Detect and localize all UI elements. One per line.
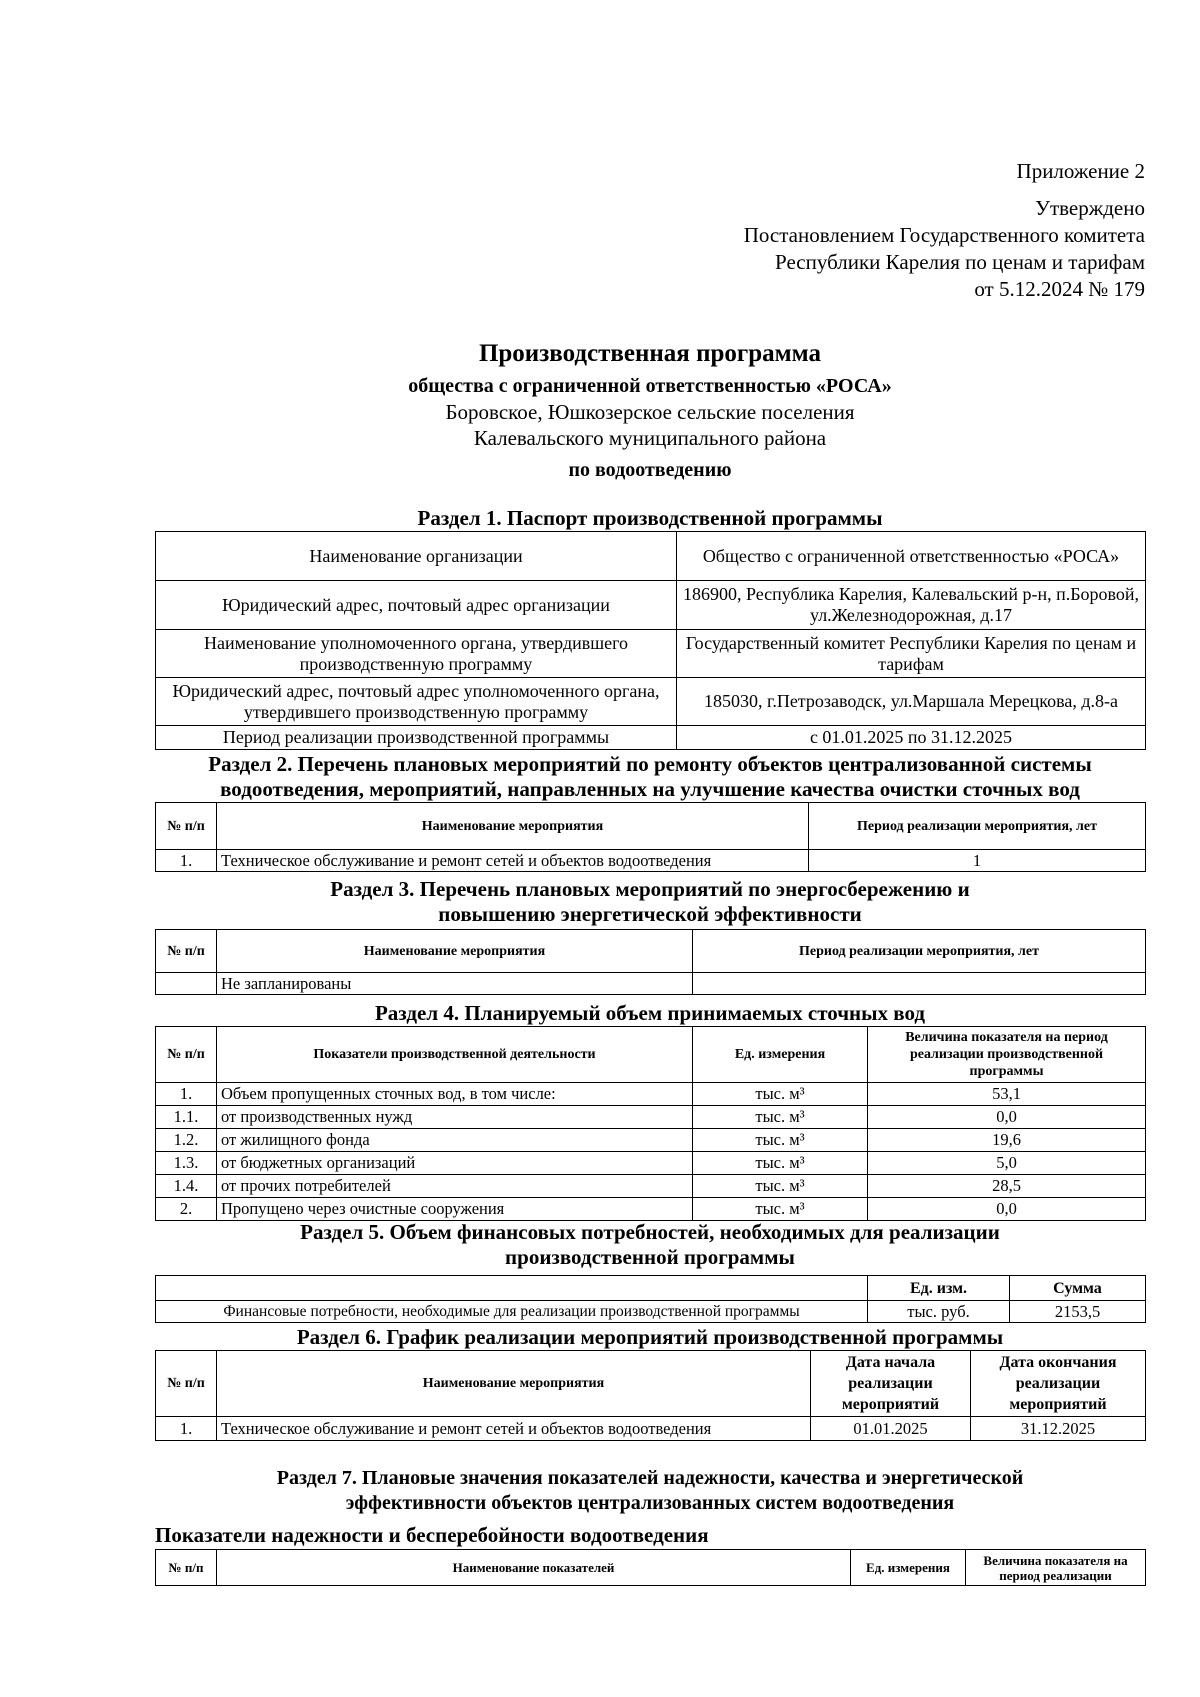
row-num bbox=[156, 973, 217, 995]
col-num-header: № п/п bbox=[156, 930, 217, 973]
table-row bbox=[156, 532, 1146, 581]
table-row bbox=[156, 726, 1146, 750]
col-period-header: Период реализации мероприятия, лет bbox=[693, 930, 1146, 973]
section-7-subheading: Показатели надежности и бесперебойности водоотведения bbox=[155, 1523, 709, 1547]
row-value: 0,0 bbox=[868, 1198, 1146, 1221]
passport-label: Период реализации производственной программы bbox=[156, 726, 677, 750]
passport-table bbox=[155, 531, 1146, 750]
row-unit: тыс. м³ bbox=[693, 1106, 868, 1129]
table-header-row bbox=[156, 930, 1146, 973]
table-header-row bbox=[156, 1351, 1146, 1417]
col-end-header: Дата окончания реализации мероприятий bbox=[971, 1351, 1146, 1417]
col-value-header: Величина показателя на период реализации bbox=[966, 1550, 1146, 1586]
col-name-header: Наименование мероприятия bbox=[217, 803, 809, 850]
row-period bbox=[693, 973, 1146, 995]
row-value: 53,1 bbox=[868, 1083, 1146, 1106]
passport-value: 185030, г.Петрозаводск, ул.Маршала Мерецкова, д.8-а bbox=[677, 678, 1146, 726]
row-indicator: от производственных нужд bbox=[217, 1106, 693, 1129]
table-row bbox=[156, 1129, 1146, 1152]
row-num: 1. bbox=[156, 1083, 217, 1106]
row-name: Техническое обслуживание и ремонт сетей и объектов водоотведения bbox=[217, 850, 809, 872]
row-start: 01.01.2025 bbox=[811, 1417, 971, 1441]
row-name: Техническое обслуживание и ремонт сетей и объектов водоотведения bbox=[217, 1417, 811, 1441]
row-num: 1. bbox=[156, 1417, 217, 1441]
approval-date: от 5.12.2024 № 179 bbox=[974, 277, 1145, 301]
table-header-row bbox=[156, 1027, 1146, 1083]
row-value: 0,0 bbox=[868, 1106, 1146, 1129]
page-title: Производственная программа bbox=[478, 340, 822, 367]
passport-value: с 01.01.2025 по 31.12.2025 bbox=[677, 726, 1146, 750]
table-row bbox=[156, 1083, 1146, 1106]
row-num: 1.1. bbox=[156, 1106, 217, 1129]
passport-value: 186900, Республика Карелия, Калевальский р-н, п.Боровой, ул.Железнодорожная, д.17 bbox=[677, 581, 1146, 630]
row-name: Не запланированы bbox=[217, 973, 693, 995]
row-indicator: Пропущено через очистные сооружения bbox=[217, 1198, 693, 1221]
section-6-heading: Раздел 6. График реализации мероприятий производственной программы bbox=[296, 1325, 1004, 1349]
col-sum-header: Сумма bbox=[1010, 1276, 1146, 1301]
row-indicator: Объем пропущенных сточных вод, в том числе: bbox=[217, 1083, 693, 1106]
table-row bbox=[156, 1198, 1146, 1221]
approval-block bbox=[155, 158, 1145, 303]
approval-line-2: Республики Карелия по ценам и тарифам bbox=[775, 250, 1145, 274]
approval-line-1: Постановлением Государственного комитета bbox=[743, 223, 1145, 247]
row-sum: 2153,5 bbox=[1010, 1301, 1146, 1323]
row-value: 5,0 bbox=[868, 1152, 1146, 1175]
table-row bbox=[156, 678, 1146, 726]
table-row bbox=[156, 1152, 1146, 1175]
col-value-header: Величина показателя на период реализации производственной программы bbox=[868, 1027, 1146, 1083]
table-row bbox=[156, 973, 1146, 995]
row-unit: тыс. м³ bbox=[693, 1152, 868, 1175]
title-block bbox=[155, 338, 1145, 483]
financial-needs-table bbox=[155, 1275, 1146, 1323]
row-unit: тыс. м³ bbox=[693, 1129, 868, 1152]
settlements-line: Боровское, Юшкозерское сельские поселения bbox=[445, 400, 855, 424]
col-unit-header: Ед. измерения bbox=[693, 1027, 868, 1083]
passport-label: Юридический адрес, почтовый адрес уполномоченного органа, утвердившего производственную программу bbox=[156, 678, 677, 726]
table-header-row bbox=[156, 803, 1146, 850]
section-3-heading: Раздел 3. Перечень плановых мероприятий по энергосбережению и повышению энергетической эффективности bbox=[330, 877, 970, 926]
topic-line: по водоотведению bbox=[568, 459, 732, 481]
repair-measures-table bbox=[155, 802, 1146, 872]
table-row bbox=[156, 850, 1146, 872]
col-indicator-header: Показатели производственной деятельности bbox=[217, 1027, 693, 1083]
row-end: 31.12.2025 bbox=[971, 1417, 1146, 1441]
row-num: 2. bbox=[156, 1198, 217, 1221]
section-7-heading: Раздел 7. Плановые значения показателей надежности, качества и энергетической эффективности объектов централизованных систем водоотведения bbox=[276, 1467, 1024, 1514]
col-num-header: № п/п bbox=[156, 1351, 217, 1417]
section-2-heading: Раздел 2. Перечень плановых мероприятий по ремонту объектов централизованной системы водоотведения, мероприятий, направленных на улучшение качества очистки сточных вод bbox=[208, 752, 1092, 801]
col-start-header: Дата начала реализации мероприятий bbox=[811, 1351, 971, 1417]
wastewater-volume-table bbox=[155, 1026, 1146, 1221]
row-num: 1.3. bbox=[156, 1152, 217, 1175]
col-unit-header: Ед. изм. bbox=[868, 1276, 1010, 1301]
row-period: 1 bbox=[809, 850, 1146, 872]
table-row bbox=[156, 1301, 1146, 1323]
row-unit: тыс. руб. bbox=[868, 1301, 1010, 1323]
row-num: 1.4. bbox=[156, 1175, 217, 1198]
passport-label: Юридический адрес, почтовый адрес организации bbox=[156, 581, 677, 630]
section-4-heading: Раздел 4. Планируемый объем принимаемых сточных вод bbox=[374, 1001, 926, 1025]
appendix-label: Приложение 2 bbox=[1016, 159, 1145, 183]
table-row bbox=[156, 630, 1146, 678]
row-value: 28,5 bbox=[868, 1175, 1146, 1198]
col-unit-header: Ед. измерения bbox=[851, 1550, 966, 1586]
row-unit: тыс. м³ bbox=[693, 1175, 868, 1198]
table-row bbox=[156, 581, 1146, 630]
col-name-header: Наименование мероприятия bbox=[217, 1351, 811, 1417]
row-indicator: от прочих потребителей bbox=[217, 1175, 693, 1198]
col-period-header: Период реализации мероприятия, лет bbox=[809, 803, 1146, 850]
passport-value: Общество с ограниченной ответственностью «РОСА» bbox=[677, 532, 1146, 581]
row-indicator: от бюджетных организаций bbox=[217, 1152, 693, 1175]
table-row bbox=[156, 1106, 1146, 1129]
passport-value: Государственный комитет Республики Карелия по ценам и тарифам bbox=[677, 630, 1146, 678]
company-name: общества с ограниченной ответственностью «РОСА» bbox=[408, 375, 892, 397]
energy-measures-table bbox=[155, 929, 1146, 995]
row-indicator: от жилищного фонда bbox=[217, 1129, 693, 1152]
table-row bbox=[156, 1417, 1146, 1441]
col-name-header: Наименование показателей bbox=[217, 1550, 851, 1586]
col-empty-header bbox=[156, 1276, 868, 1301]
section-1-heading: Раздел 1. Паспорт производственной программы bbox=[417, 506, 883, 530]
reliability-table bbox=[155, 1549, 1146, 1586]
passport-label: Наименование организации bbox=[156, 532, 677, 581]
col-num-header: № п/п bbox=[156, 1027, 217, 1083]
row-label: Финансовые потребности, необходимые для реализации производственной программы bbox=[156, 1301, 868, 1323]
col-num-header: № п/п bbox=[156, 803, 217, 850]
district-line: Калевальского муниципального района bbox=[473, 426, 827, 450]
table-row bbox=[156, 1175, 1146, 1198]
row-num: 1. bbox=[156, 850, 217, 872]
col-name-header: Наименование мероприятия bbox=[217, 930, 693, 973]
row-value: 19,6 bbox=[868, 1129, 1146, 1152]
approved-label: Утверждено bbox=[1035, 196, 1145, 220]
table-header-row bbox=[156, 1550, 1146, 1586]
passport-label: Наименование уполномоченного органа, утвердившего производственную программу bbox=[156, 630, 677, 678]
col-num-header: № п/п bbox=[156, 1550, 217, 1586]
row-num: 1.2. bbox=[156, 1129, 217, 1152]
section-5-heading: Раздел 5. Объем финансовых потребностей, необходимых для реализации производственной программы bbox=[300, 1220, 1000, 1269]
table-header-row bbox=[156, 1276, 1146, 1301]
row-unit: тыс. м³ bbox=[693, 1083, 868, 1106]
schedule-table bbox=[155, 1350, 1146, 1441]
row-unit: тыс. м³ bbox=[693, 1198, 868, 1221]
